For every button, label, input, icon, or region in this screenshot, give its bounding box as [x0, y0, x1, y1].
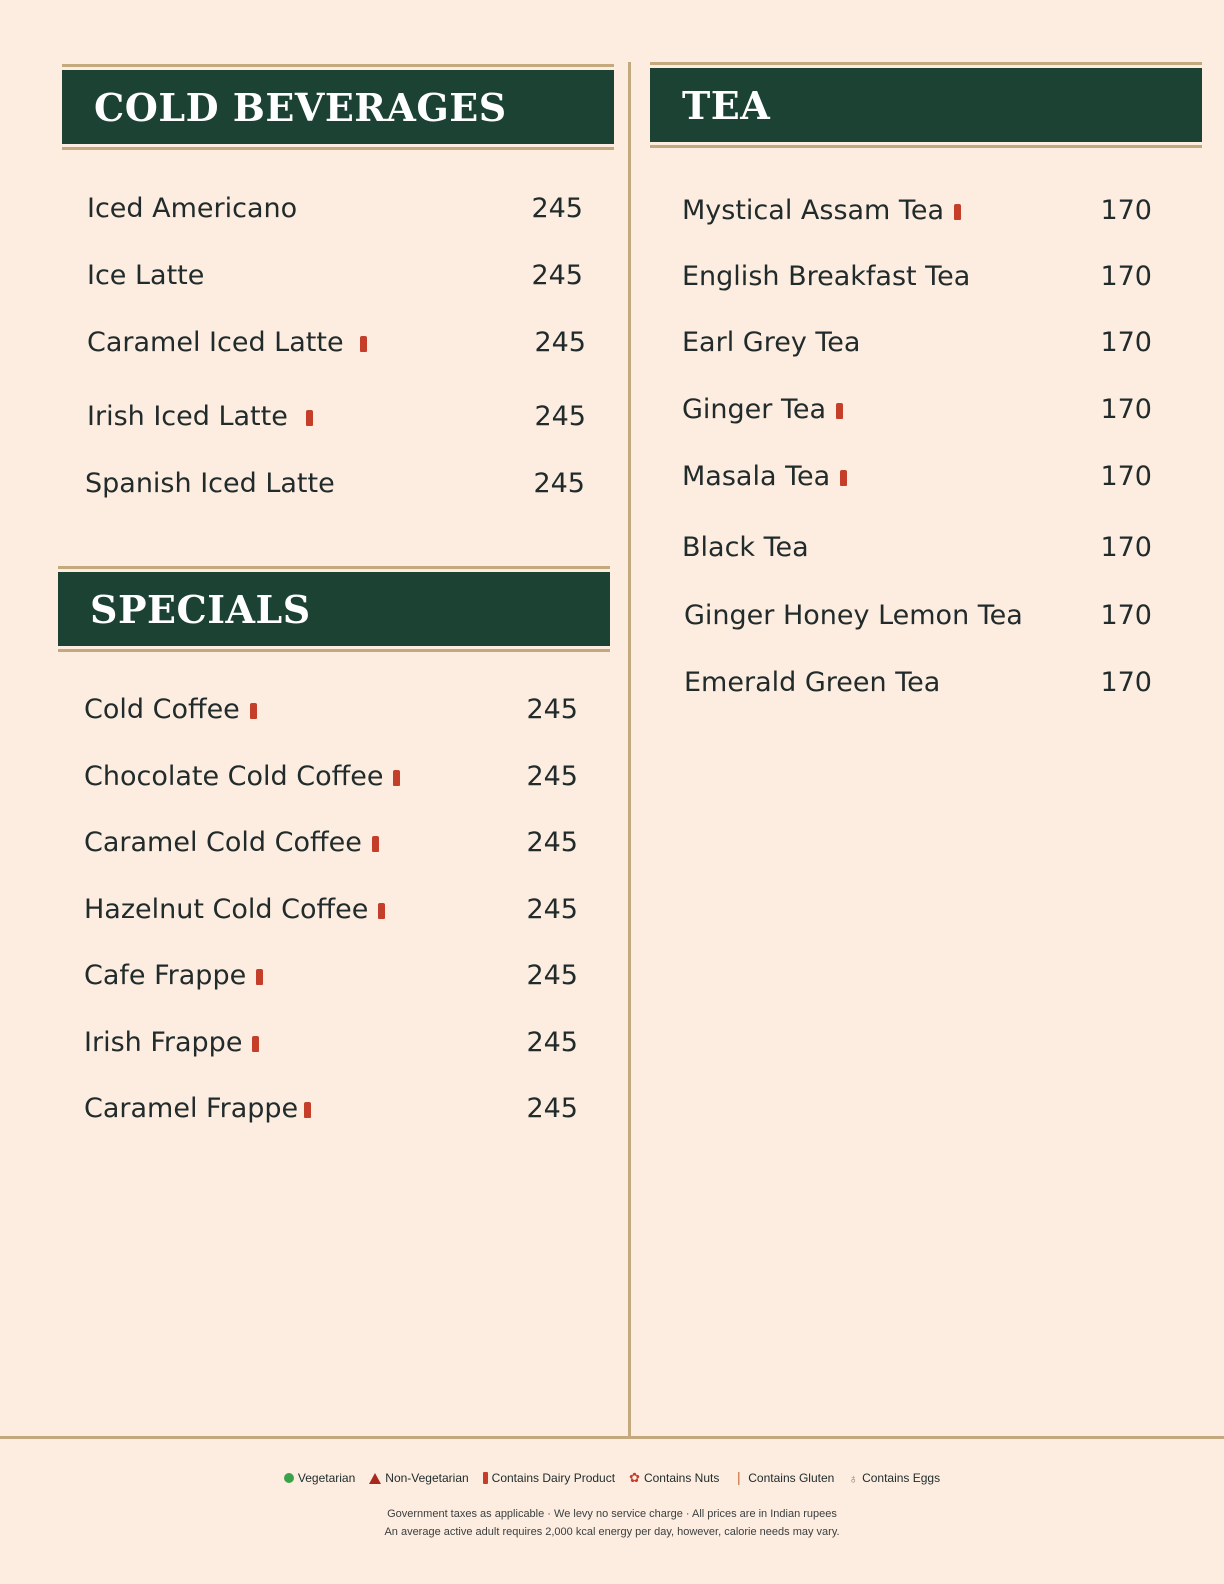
menu-item — [682, 389, 1152, 429]
legend-vegetarian — [284, 1471, 355, 1485]
item-price: 245 — [534, 400, 586, 432]
menu-item — [87, 188, 583, 228]
gluten-icon: ❘ — [733, 1470, 745, 1485]
menu-item — [84, 689, 578, 729]
item-name: Cafe Frappe — [84, 960, 263, 991]
legend-label: Contains Dairy Product — [491, 1471, 616, 1485]
item-price: 245 — [526, 760, 578, 792]
item-name: English Breakfast Tea — [682, 260, 971, 292]
tea-band — [650, 68, 1202, 142]
cold-beverages-header — [62, 64, 614, 150]
vegetarian-icon — [284, 1473, 294, 1483]
item-name: Cold Coffee — [84, 694, 257, 725]
menu-item — [84, 1022, 578, 1062]
item-name: Emerald Green Tea — [684, 666, 941, 698]
item-price: 245 — [533, 467, 585, 499]
item-name: Irish Iced Latte — [87, 401, 313, 432]
item-price: 245 — [526, 959, 578, 991]
menu-item — [87, 396, 586, 436]
menu-item — [682, 256, 1152, 296]
menu-item — [682, 190, 1152, 230]
dairy-icon — [393, 770, 400, 786]
item-name: Iced Americano — [87, 192, 298, 224]
item-price: 170 — [1100, 326, 1152, 358]
legend-label: Vegetarian — [297, 1471, 356, 1485]
menu-item — [682, 456, 1152, 496]
dairy-icon — [256, 969, 263, 985]
menu-item — [684, 595, 1152, 635]
menu-item — [87, 255, 583, 295]
legend-label: Contains Nuts — [643, 1471, 720, 1485]
vertical-divider — [628, 62, 631, 1438]
item-price: 170 — [1100, 194, 1152, 226]
footer-line-calories: An average active adult requires 2,000 kcal energy per day, however, calorie needs may vary. — [384, 1526, 840, 1538]
menu-item — [682, 322, 1152, 362]
item-name: Caramel Cold Coffee — [84, 827, 379, 858]
menu-item — [84, 955, 578, 995]
legend-non-vegetarian — [369, 1471, 468, 1485]
dairy-icon — [360, 336, 367, 352]
item-price: 245 — [531, 192, 583, 224]
legend-label: Contains Eggs — [862, 1471, 941, 1485]
item-name: Earl Grey Tea — [682, 326, 861, 358]
dairy-icon — [954, 204, 961, 220]
item-price: 245 — [531, 259, 583, 291]
menu-item — [682, 527, 1152, 567]
dairy-icon — [840, 470, 847, 486]
dairy-icon — [250, 703, 257, 719]
specials-title: SPECIALS — [90, 586, 311, 632]
cold-beverages-band — [62, 70, 614, 144]
menu-item — [84, 889, 578, 929]
item-price: 245 — [526, 1092, 578, 1124]
legend-gluten — [733, 1470, 834, 1486]
item-price: 170 — [1100, 393, 1152, 425]
tea-header — [650, 62, 1202, 148]
dairy-icon — [252, 1036, 259, 1052]
tea-title: TEA — [682, 82, 771, 128]
menu-item — [85, 463, 585, 503]
item-price: 245 — [526, 1026, 578, 1058]
item-name: Ginger Tea — [682, 394, 843, 425]
dairy-icon — [378, 903, 385, 919]
item-name: Ice Latte — [87, 259, 205, 291]
item-name: Mystical Assam Tea — [682, 195, 961, 226]
item-price: 245 — [526, 826, 578, 858]
item-price: 170 — [1100, 666, 1152, 698]
item-name: Ginger Honey Lemon Tea — [684, 599, 1023, 631]
item-name: Caramel Frappe — [84, 1093, 311, 1124]
item-price: 245 — [534, 326, 586, 358]
item-name: Masala Tea — [682, 461, 847, 492]
legend-label: Contains Gluten — [748, 1471, 835, 1485]
dairy-icon — [306, 410, 313, 426]
menu-item — [84, 1088, 578, 1128]
legend-nuts — [629, 1470, 719, 1486]
item-name: Irish Frappe — [84, 1027, 259, 1058]
horizontal-divider — [0, 1436, 1224, 1439]
legend — [0, 1470, 1224, 1486]
item-name: Chocolate Cold Coffee — [84, 761, 400, 792]
eggs-icon: ♁ — [848, 1470, 859, 1486]
dairy-icon — [483, 1472, 488, 1484]
dairy-icon — [836, 403, 843, 419]
nuts-icon: ✿ — [629, 1470, 640, 1485]
item-price: 170 — [1100, 260, 1152, 292]
non-vegetarian-icon — [369, 1473, 381, 1484]
cold-beverages-title: COLD BEVERAGES — [94, 84, 507, 130]
item-price: 245 — [526, 693, 578, 725]
specials-band — [58, 572, 610, 646]
legend-dairy — [483, 1471, 615, 1485]
item-price: 245 — [526, 893, 578, 925]
item-name: Black Tea — [682, 531, 809, 563]
menu-item — [84, 756, 578, 796]
dairy-icon — [372, 836, 379, 852]
item-name: Hazelnut Cold Coffee — [84, 894, 385, 925]
item-name: Caramel Iced Latte — [87, 327, 367, 358]
item-name: Spanish Iced Latte — [85, 467, 335, 499]
legend-label: Non-Vegetarian — [385, 1471, 469, 1485]
dairy-icon — [304, 1102, 311, 1118]
specials-header — [58, 566, 610, 652]
menu-item — [87, 322, 586, 362]
item-price: 170 — [1100, 460, 1152, 492]
menu-item — [684, 662, 1152, 702]
menu-item — [84, 822, 578, 862]
footer-line-taxes: Government taxes as applicable · We levy no service charge · All prices are in Indian rupees — [387, 1508, 837, 1520]
item-price: 170 — [1100, 531, 1152, 563]
item-price: 170 — [1100, 599, 1152, 631]
legend-eggs — [848, 1471, 940, 1486]
